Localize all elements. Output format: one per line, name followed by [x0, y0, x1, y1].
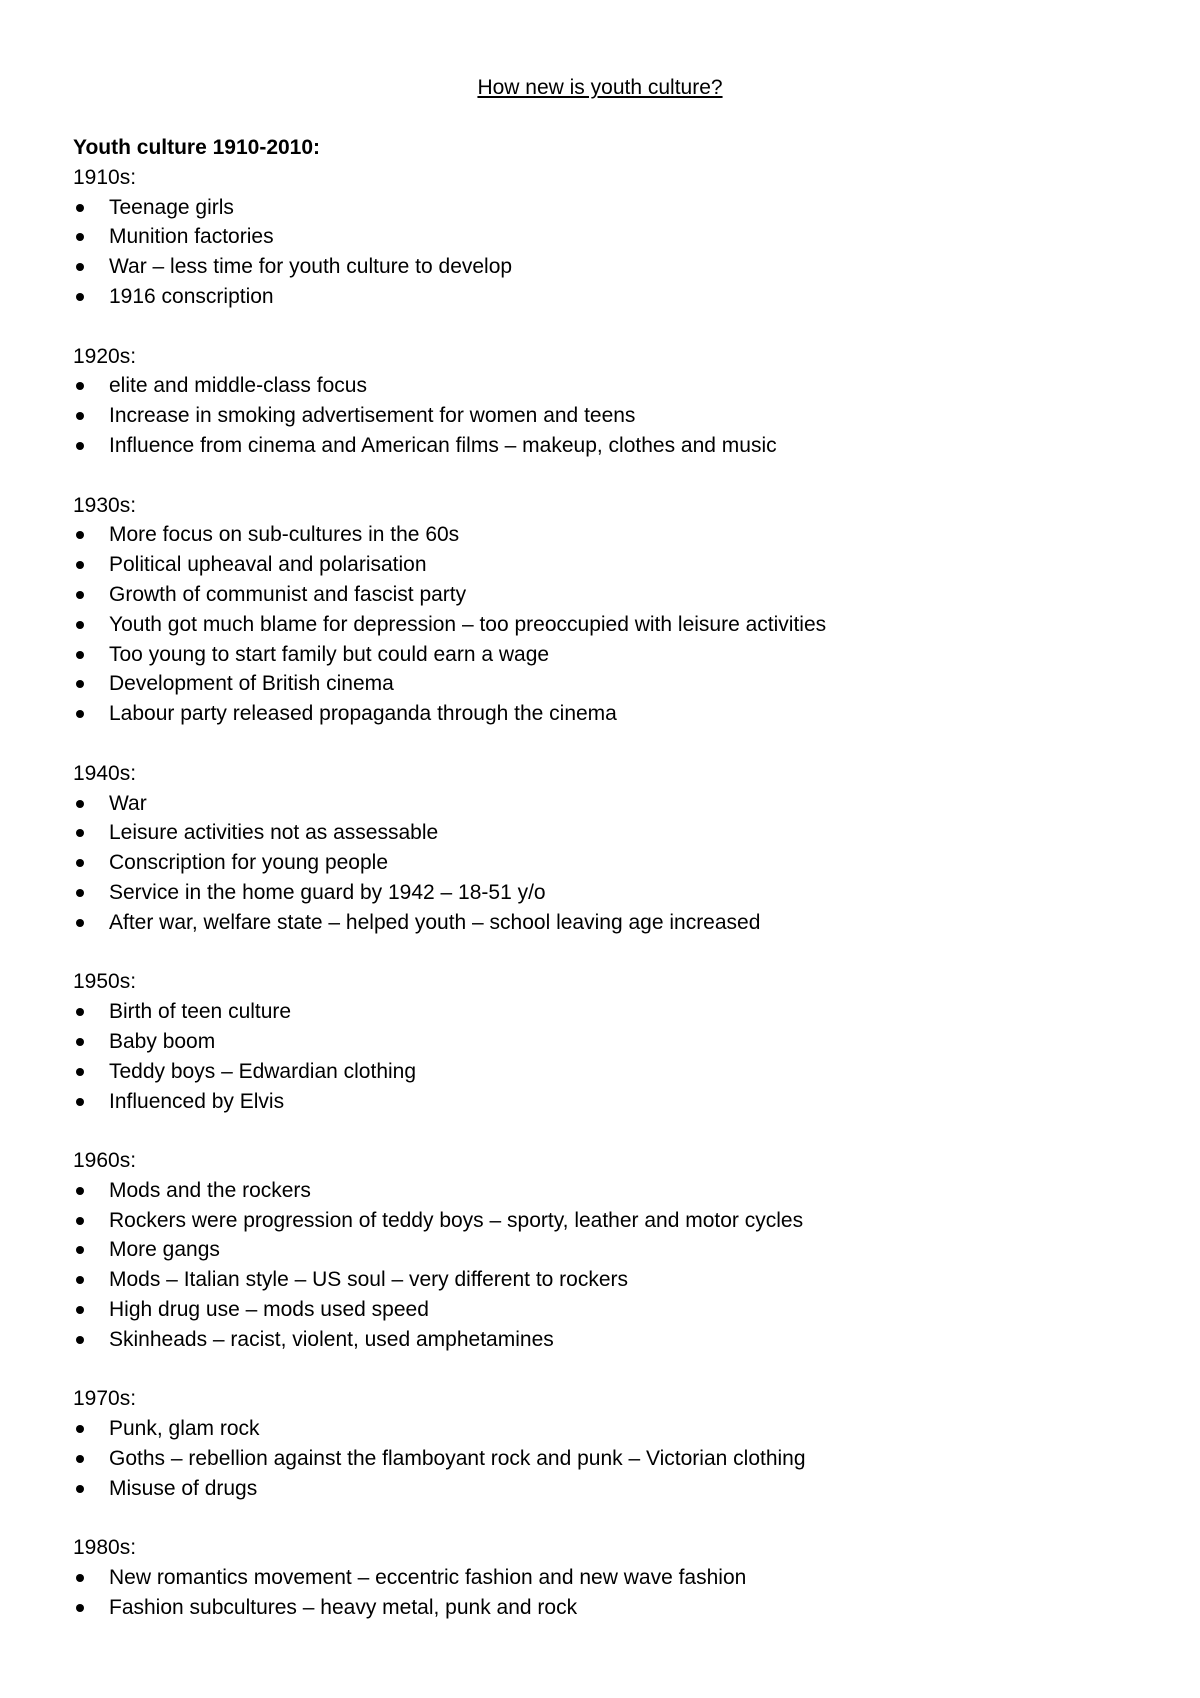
page-title: How new is youth culture?	[477, 76, 723, 99]
bullet-list	[73, 371, 1133, 460]
decade-label: 1920s:	[73, 344, 137, 368]
list-item-text: Birth of teen culture	[109, 1000, 292, 1024]
bullet-icon	[76, 382, 84, 390]
bullet-icon	[76, 1276, 84, 1284]
bullet-icon	[76, 1306, 84, 1314]
list-item-text: War – less time for youth culture to develop	[109, 255, 513, 279]
list-item	[73, 610, 1133, 640]
bullet-icon	[76, 829, 84, 837]
bullet-icon	[76, 919, 84, 927]
list-item-text: Increase in smoking advertisement for women and teens	[109, 404, 636, 428]
list-item-text: Fashion subcultures – heavy metal, punk and rock	[109, 1596, 578, 1620]
list-item	[73, 997, 1133, 1027]
bullet-icon	[76, 1246, 84, 1254]
list-item	[73, 699, 1133, 729]
list-item-text: Influenced by Elvis	[109, 1089, 285, 1113]
list-item-text: Munition factories	[109, 225, 274, 249]
bullet-icon	[76, 1574, 84, 1582]
bullet-list	[73, 520, 1133, 729]
list-item-text: Teenage girls	[109, 195, 234, 219]
list-item	[73, 1474, 1133, 1504]
decade-section	[73, 1533, 1133, 1622]
list-item	[73, 640, 1133, 670]
decade-section	[73, 342, 1133, 461]
list-item	[73, 1206, 1133, 1236]
bullet-icon	[76, 442, 84, 450]
list-item-text: elite and middle-class focus	[109, 374, 367, 398]
list-item	[73, 1087, 1133, 1117]
decade-section	[73, 1384, 1133, 1503]
bullet-icon	[76, 800, 84, 808]
bullet-icon	[76, 1455, 84, 1463]
bullet-icon	[76, 651, 84, 659]
document-body	[73, 133, 1133, 1653]
bullet-list	[73, 789, 1133, 938]
bullet-icon	[76, 710, 84, 718]
list-item	[73, 1235, 1133, 1265]
list-item	[73, 550, 1133, 580]
decade-label: 1980s:	[73, 1536, 137, 1560]
bullet-list	[73, 1563, 1133, 1623]
bullet-icon	[76, 204, 84, 212]
list-item	[73, 1593, 1133, 1623]
bullet-icon	[76, 1187, 84, 1195]
decade-label: 1940s:	[73, 761, 137, 785]
list-item-text: Baby boom	[109, 1029, 216, 1053]
list-item	[73, 371, 1133, 401]
bullet-icon	[76, 561, 84, 569]
list-item	[73, 669, 1133, 699]
list-item-text: More focus on sub-cultures in the 60s	[109, 523, 460, 547]
decade-label: 1960s:	[73, 1149, 137, 1173]
list-item	[73, 848, 1133, 878]
list-item	[73, 908, 1133, 938]
bullet-icon	[76, 233, 84, 241]
list-item-text: Conscription for young people	[109, 851, 389, 875]
list-item-text: Too young to start family but could earn a wage	[109, 642, 550, 666]
list-item	[73, 580, 1133, 610]
list-item-text: Punk, glam rock	[109, 1417, 260, 1441]
bullet-list	[73, 193, 1133, 312]
bullet-icon	[76, 621, 84, 629]
list-item	[73, 282, 1133, 312]
bullet-list	[73, 1414, 1133, 1503]
bullet-icon	[76, 680, 84, 688]
list-item-text: Skinheads – racist, violent, used amphetamines	[109, 1327, 554, 1351]
list-item	[73, 401, 1133, 431]
bullet-icon	[76, 1217, 84, 1225]
section-heading: Youth culture 1910-2010:	[73, 136, 321, 159]
bullet-icon	[76, 1425, 84, 1433]
decade-label: 1910s:	[73, 165, 137, 189]
list-item	[73, 818, 1133, 848]
bullet-icon	[76, 1604, 84, 1612]
decade-label: 1970s:	[73, 1387, 137, 1411]
list-item-text: Service in the home guard by 1942 – 18-51 y/o	[109, 880, 546, 904]
bullet-icon	[76, 1336, 84, 1344]
decade-label: 1930s:	[73, 493, 137, 517]
list-item	[73, 1414, 1133, 1444]
decade-section	[73, 1146, 1133, 1355]
list-item	[73, 431, 1133, 461]
list-item-text: Leisure activities not as assessable	[109, 821, 439, 845]
list-item	[73, 1057, 1133, 1087]
list-item	[73, 1295, 1133, 1325]
list-item	[73, 1444, 1133, 1474]
bullet-icon	[76, 1098, 84, 1106]
list-item-text: Development of British cinema	[109, 672, 394, 696]
bullet-list	[73, 1176, 1133, 1355]
list-item-text: After war, welfare state – helped youth – school leaving age increased	[109, 910, 761, 934]
list-item-text: Youth got much blame for depression – too preoccupied with leisure activities	[109, 612, 827, 636]
list-item	[73, 1325, 1133, 1355]
decade-label: 1950s:	[73, 970, 137, 994]
decade-section	[73, 163, 1133, 312]
bullet-icon	[76, 263, 84, 271]
list-item	[73, 222, 1133, 252]
bullet-icon	[76, 1008, 84, 1016]
list-item-text: Goths – rebellion against the flamboyant rock and punk – Victorian clothing	[109, 1447, 806, 1471]
decade-sections	[73, 163, 1133, 1623]
list-item	[73, 193, 1133, 223]
list-item-text: Influence from cinema and American films – makeup, clothes and music	[109, 433, 777, 457]
list-item-text: New romantics movement – eccentric fashion and new wave fashion	[109, 1566, 747, 1590]
decade-section	[73, 759, 1133, 938]
list-item	[73, 520, 1133, 550]
list-item-text: 1916 conscription	[109, 284, 274, 308]
list-item-text: High drug use – mods used speed	[109, 1298, 429, 1322]
list-item	[73, 1027, 1133, 1057]
list-item-text: Mods and the rockers	[109, 1178, 311, 1202]
bullet-icon	[76, 859, 84, 867]
list-item-text: Growth of communist and fascist party	[109, 582, 467, 606]
list-item	[73, 1265, 1133, 1295]
bullet-icon	[76, 1068, 84, 1076]
decade-section	[73, 967, 1133, 1116]
list-item-text: War	[109, 791, 147, 815]
list-item	[73, 878, 1133, 908]
list-item	[73, 1176, 1133, 1206]
list-item-text: Mods – Italian style – US soul – very different to rockers	[109, 1268, 629, 1292]
bullet-icon	[76, 1038, 84, 1046]
list-item	[73, 252, 1133, 282]
bullet-icon	[76, 1485, 84, 1493]
bullet-list	[73, 997, 1133, 1116]
list-item-text: Teddy boys – Edwardian clothing	[109, 1059, 417, 1083]
bullet-icon	[76, 531, 84, 539]
bullet-icon	[76, 293, 84, 301]
bullet-icon	[76, 591, 84, 599]
bullet-icon	[76, 889, 84, 897]
list-item-text: Political upheaval and polarisation	[109, 553, 427, 577]
list-item-text: More gangs	[109, 1238, 220, 1262]
bullet-icon	[76, 412, 84, 420]
list-item	[73, 789, 1133, 819]
list-item-text: Rockers were progression of teddy boys – sporty, leather and motor cycles	[109, 1208, 804, 1232]
decade-section	[73, 491, 1133, 729]
list-item-text: Misuse of drugs	[109, 1476, 258, 1500]
list-item-text: Labour party released propaganda through the cinema	[109, 702, 617, 726]
list-item	[73, 1563, 1133, 1593]
